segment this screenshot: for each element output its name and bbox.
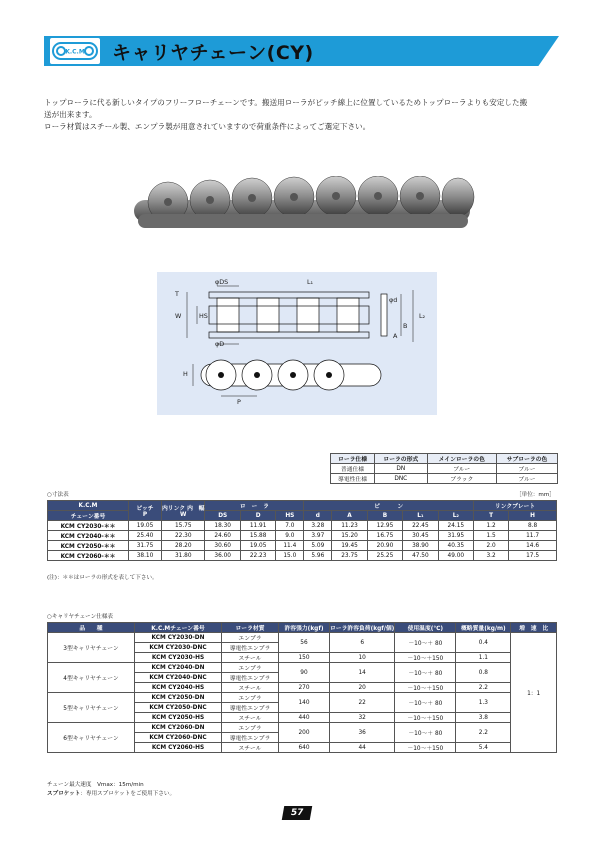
col-sub: H xyxy=(509,511,557,521)
table-cell: 38.90 xyxy=(403,541,438,551)
table-cell: 25.25 xyxy=(367,551,402,561)
table-cell: 3.2 xyxy=(474,551,509,561)
table-row xyxy=(48,663,557,673)
table-cell: 90 xyxy=(279,663,330,683)
table-cell: 36.00 xyxy=(205,551,240,561)
table-cell: －10～＋ 80 xyxy=(395,693,456,713)
table-cell: ブラック xyxy=(427,474,496,484)
table-cell: 6 xyxy=(330,633,395,653)
table-cell: 1.1 xyxy=(456,653,511,663)
table-row xyxy=(48,531,557,541)
label-a: A xyxy=(393,332,398,340)
table-row xyxy=(48,633,557,643)
col-chain-no: チェーン番号 xyxy=(48,511,129,521)
table-cell: －10～＋150 xyxy=(395,713,456,723)
table-cell: 11.91 xyxy=(240,521,275,531)
label-l1: L₁ xyxy=(307,278,314,286)
table-cell: 導電性仕様 xyxy=(331,474,375,484)
table-row xyxy=(48,693,557,703)
table-cell: 15.0 xyxy=(276,551,304,561)
label-p: P xyxy=(237,398,241,406)
intro-line-2: 送が出来ます。 xyxy=(44,110,97,119)
table-cell: 7.0 xyxy=(276,521,304,531)
table-cell: 5型キャリヤチェーン xyxy=(48,693,135,723)
table-cell: 22.45 xyxy=(403,521,438,531)
spec-header: 概略質量(kg/m) xyxy=(456,623,511,633)
table-cell: 150 xyxy=(279,653,330,663)
table-cell: 導電性エンプラ xyxy=(222,703,279,713)
roller-spec-header: ローラ仕様 xyxy=(331,454,375,464)
table-cell: スチール xyxy=(222,653,279,663)
table-cell: 19.45 xyxy=(332,541,367,551)
col-sub: A xyxy=(332,511,367,521)
table-cell: 31.80 xyxy=(162,551,205,561)
col-sub: D xyxy=(240,511,275,521)
roller-spec-header: メインローラの色 xyxy=(427,454,496,464)
spec-header: ローラ材質 xyxy=(222,623,279,633)
table-row xyxy=(48,723,557,733)
label-ds: φDS xyxy=(215,278,229,286)
sprocket-text: ：専用スプロケットをご使用下さい。 xyxy=(80,791,176,797)
table-row xyxy=(331,474,558,484)
col-plate: リンクプレート xyxy=(474,501,557,511)
table-cell: 22 xyxy=(330,693,395,713)
col-sub: B xyxy=(367,511,402,521)
col-inner-width: 内リンク 内 幅 W xyxy=(162,501,205,521)
table-cell: 40.35 xyxy=(438,541,473,551)
table-cell: 2.2 xyxy=(456,723,511,743)
table-cell: 12.95 xyxy=(367,521,402,531)
table-cell: 3.8 xyxy=(456,713,511,723)
table-cell: 19.05 xyxy=(129,521,162,531)
table-cell: 10 xyxy=(330,653,395,663)
speed-note: チェーン最大速度 Vmax：15m/min xyxy=(47,782,144,788)
table-cell: 1：1 xyxy=(511,633,557,753)
table-cell: 44 xyxy=(330,743,395,753)
table-cell: 15.88 xyxy=(240,531,275,541)
table-cell: 32 xyxy=(330,713,395,723)
table-cell: 導電性エンプラ xyxy=(222,643,279,653)
table-cell: 140 xyxy=(279,693,330,713)
label-d: φD xyxy=(215,340,225,348)
table-cell: KCM CY2030-DN xyxy=(135,633,222,643)
table-cell: KCM CY2050-DN xyxy=(135,693,222,703)
spec-header: 増 速 比 xyxy=(511,623,557,633)
table-cell: ブルー xyxy=(496,474,557,484)
dim-table-unit: ［単位：mm］ xyxy=(516,492,555,498)
intro-text xyxy=(44,97,564,133)
table-cell: 4型キャリヤチェーン xyxy=(48,663,135,693)
table-row xyxy=(331,464,558,474)
intro-line-1: トップローラに代る新しいタイプのフリーフローチェーンです。搬送用ローラがピッチ線上に位置しているためトップローラよりも安定した搬 xyxy=(44,98,528,107)
logo-text: K.C.M xyxy=(65,48,85,56)
col-sub: L₂ xyxy=(438,511,473,521)
table-cell: 16.75 xyxy=(367,531,402,541)
roller-spec-table xyxy=(330,453,558,484)
table-cell: DNC xyxy=(375,474,428,484)
table-cell: －10～＋ 80 xyxy=(395,723,456,743)
roller-spec-header: サブローラの色 xyxy=(496,454,557,464)
sprocket-label: スプロケット xyxy=(47,791,81,797)
dim-table-caption: ○寸法表 xyxy=(47,492,69,498)
table-cell: 5.96 xyxy=(304,551,332,561)
table-cell: 20 xyxy=(330,683,395,693)
label-t: T xyxy=(175,290,179,298)
dim-table-note: (注)：＊＊はローラの形式を表して下さい。 xyxy=(47,575,158,581)
table-cell: 0.8 xyxy=(456,663,511,683)
col-sub: DS xyxy=(205,511,240,521)
table-cell: 18.30 xyxy=(205,521,240,531)
table-cell: KCM CY2040-DN xyxy=(135,663,222,673)
col-sub: d xyxy=(304,511,332,521)
table-cell: 15.75 xyxy=(162,521,205,531)
table-cell: KCM CY2060-DN xyxy=(135,723,222,733)
table-cell: DN xyxy=(375,464,428,474)
table-cell: 普通仕様 xyxy=(331,464,375,474)
chain-photo xyxy=(128,176,478,242)
table-cell: スチール xyxy=(222,713,279,723)
table-cell: 22.30 xyxy=(162,531,205,541)
table-cell: 11.4 xyxy=(276,541,304,551)
table-cell: ブルー xyxy=(496,464,557,474)
table-cell: エンプラ xyxy=(222,723,279,733)
table-cell: 28.20 xyxy=(162,541,205,551)
spec-header: 品 種 xyxy=(48,623,135,633)
table-cell: KCM CY2040-HS xyxy=(135,683,222,693)
table-cell: －10～＋ 80 xyxy=(395,633,456,653)
col-kcm: K.C.M xyxy=(48,501,129,511)
table-cell: 3型キャリヤチェーン xyxy=(48,633,135,663)
page-title: キャリヤチェーン(CY) xyxy=(112,42,314,64)
roller-spec-header: ローラの形式 xyxy=(375,454,428,464)
label-b: B xyxy=(403,322,408,330)
table-cell: 30.45 xyxy=(403,531,438,541)
table-cell: 36 xyxy=(330,723,395,743)
table-cell: KCM CY2030-DNC xyxy=(135,643,222,653)
table-cell: －10～＋150 xyxy=(395,683,456,693)
intro-line-3: ローラ材質はスチール製、エンプラ製が用意されていますので荷重条件によってご選定下さい。 xyxy=(44,122,371,131)
dimension-table xyxy=(47,500,557,561)
label-l2: L₂ xyxy=(419,312,426,320)
table-cell: スチール xyxy=(222,743,279,753)
table-cell: 5.09 xyxy=(304,541,332,551)
table-cell: 1.5 xyxy=(474,531,509,541)
table-cell: KCM CY2060-HS xyxy=(135,743,222,753)
table-cell: 導電性エンプラ xyxy=(222,733,279,743)
table-cell: 30.60 xyxy=(205,541,240,551)
table-cell: KCM CY2060-DNC xyxy=(135,733,222,743)
table-cell: 11.23 xyxy=(332,521,367,531)
table-cell: 3.97 xyxy=(304,531,332,541)
table-cell: 31.95 xyxy=(438,531,473,541)
table-cell: 1.3 xyxy=(456,693,511,713)
table-cell: －10～＋150 xyxy=(395,743,456,753)
table-cell: 25.40 xyxy=(129,531,162,541)
col-sub: HS xyxy=(276,511,304,521)
spec-header: K.C.Mチェーン番号 xyxy=(135,623,222,633)
table-cell: 8.8 xyxy=(509,521,557,531)
table-cell: KCM CY2040-＊＊ xyxy=(48,531,129,541)
table-cell: 640 xyxy=(279,743,330,753)
table-row xyxy=(48,551,557,561)
table-cell: 導電性エンプラ xyxy=(222,673,279,683)
table-cell: －10～＋150 xyxy=(395,653,456,663)
label-w: W xyxy=(175,312,182,320)
spec-table-caption: ○キャリヤチェーン仕様表 xyxy=(47,614,114,620)
table-cell: 11.7 xyxy=(509,531,557,541)
sprocket-note xyxy=(47,789,175,797)
table-row xyxy=(48,521,557,531)
table-cell: KCM CY2050-HS xyxy=(135,713,222,723)
table-cell: エンプラ xyxy=(222,663,279,673)
table-cell: 270 xyxy=(279,683,330,693)
table-cell: 47.50 xyxy=(403,551,438,561)
table-cell: KCM CY2030-＊＊ xyxy=(48,521,129,531)
table-cell: 1.2 xyxy=(474,521,509,531)
table-cell: 2.0 xyxy=(474,541,509,551)
table-cell: KCM CY2060-＊＊ xyxy=(48,551,129,561)
table-cell: 440 xyxy=(279,713,330,723)
table-cell: 3.28 xyxy=(304,521,332,531)
table-row xyxy=(48,541,557,551)
spec-header: 使用温度(℃) xyxy=(395,623,456,633)
table-cell: エンプラ xyxy=(222,693,279,703)
table-cell: 20.90 xyxy=(367,541,402,551)
table-cell: 0.4 xyxy=(456,633,511,653)
spec-header: 許容張力(kgf) xyxy=(279,623,330,633)
table-cell: 56 xyxy=(279,633,330,653)
table-cell: KCM CY2050-DNC xyxy=(135,703,222,713)
dimension-diagram xyxy=(157,272,437,415)
table-cell: KCM CY2040-DNC xyxy=(135,673,222,683)
spec-table xyxy=(47,622,557,753)
table-cell: 15.20 xyxy=(332,531,367,541)
table-cell: 14 xyxy=(330,663,395,683)
col-pin: ピ ン xyxy=(304,501,474,511)
table-cell: 22.23 xyxy=(240,551,275,561)
table-cell: 49.00 xyxy=(438,551,473,561)
table-cell: 5.4 xyxy=(456,743,511,753)
label-h: H xyxy=(183,370,188,378)
col-sub: T xyxy=(474,511,509,521)
table-cell: 14.6 xyxy=(509,541,557,551)
table-cell: 9.0 xyxy=(276,531,304,541)
page-number: 57 xyxy=(282,806,312,820)
table-cell: ブルー xyxy=(427,464,496,474)
col-roller: ロ ー ラ xyxy=(205,501,304,511)
table-cell: スチール xyxy=(222,683,279,693)
table-cell: 38.10 xyxy=(129,551,162,561)
label-dd: φd xyxy=(389,296,398,304)
table-cell: 23.75 xyxy=(332,551,367,561)
kcm-logo xyxy=(50,38,100,64)
table-cell: エンプラ xyxy=(222,633,279,643)
label-hs: HS xyxy=(199,312,208,320)
table-cell: 24.60 xyxy=(205,531,240,541)
table-cell: －10～＋ 80 xyxy=(395,663,456,683)
col-pitch: ピッチ P xyxy=(129,501,162,521)
table-cell: 31.75 xyxy=(129,541,162,551)
spec-header: ローラ許容負荷(kgf/個) xyxy=(330,623,395,633)
table-cell: 17.5 xyxy=(509,551,557,561)
col-sub: L₁ xyxy=(403,511,438,521)
table-cell: 6型キャリヤチェーン xyxy=(48,723,135,753)
table-cell: 2.2 xyxy=(456,683,511,693)
table-cell: KCM CY2050-＊＊ xyxy=(48,541,129,551)
table-cell: 24.15 xyxy=(438,521,473,531)
table-cell: 19.05 xyxy=(240,541,275,551)
table-cell: 200 xyxy=(279,723,330,743)
table-cell: KCM CY2030-HS xyxy=(135,653,222,663)
